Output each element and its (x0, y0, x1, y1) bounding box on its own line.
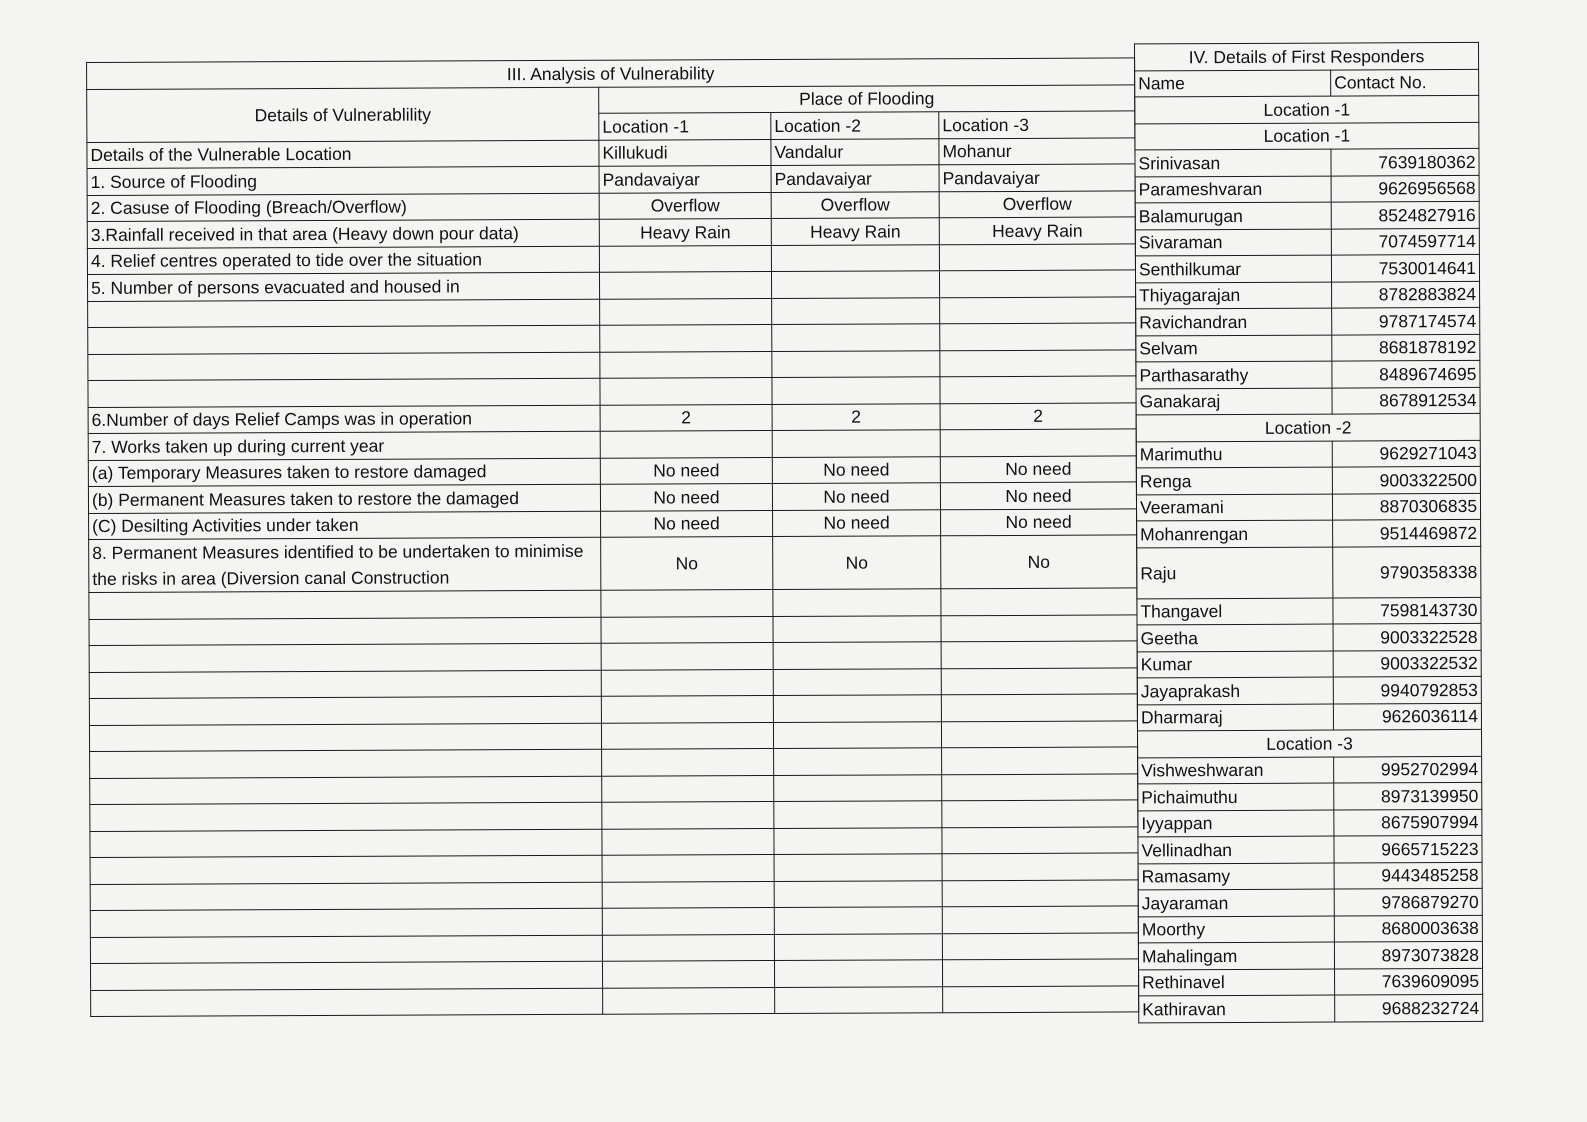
responders-title: IV. Details of First Responders (1134, 42, 1478, 70)
responder-row (1135, 201, 1479, 229)
responder-row (1139, 968, 1483, 996)
responder-contact: 8680003638 (1334, 915, 1482, 942)
responder-contact: 8973073828 (1334, 941, 1482, 968)
responder-row (1137, 623, 1481, 651)
blank-cell (601, 616, 773, 643)
blank-cell (773, 721, 941, 748)
location-3-value (940, 349, 1136, 376)
blank-cell (942, 906, 1138, 933)
responder-contact: 7074597714 (1331, 228, 1479, 255)
responder-name: Srinivasan (1135, 149, 1331, 176)
responder-name: Sivaraman (1135, 229, 1331, 256)
responder-contact: 8973139950 (1334, 782, 1482, 809)
responder-contact: 9514469872 (1333, 519, 1481, 546)
vulnerability-row-8 (89, 535, 1137, 593)
responder-name: Mahalingam (1138, 942, 1334, 969)
location-2-value (772, 324, 940, 351)
responder-row (1137, 519, 1481, 547)
location-1-value (599, 245, 771, 272)
location-group-header (1136, 413, 1480, 441)
location-2-value (772, 350, 940, 377)
blank-cell (89, 590, 601, 619)
responder-contact: 9940792853 (1333, 676, 1481, 703)
blank-cell (941, 667, 1137, 694)
location-group-label: Location -2 (1136, 413, 1480, 441)
responder-contact: 7639609095 (1335, 968, 1483, 995)
responder-contact: 9786879270 (1334, 888, 1482, 915)
responder-row (1138, 915, 1482, 943)
responder-contact: 9626036114 (1333, 703, 1481, 730)
blank-cell (774, 880, 942, 907)
location-group-header (1137, 729, 1481, 757)
blank-cell (774, 960, 942, 987)
responder-row (1135, 175, 1479, 203)
responder-row (1138, 888, 1482, 916)
location-2-value: Pandavaiyar (771, 165, 939, 192)
responder-name: Dharmaraj (1137, 704, 1333, 731)
responder-contact: 9688232724 (1335, 994, 1483, 1021)
responder-contact: 8782883824 (1332, 281, 1480, 308)
vulnerability-label: 6.Number of days Relief Camps was in operation (88, 405, 600, 434)
responder-contact: 9665715223 (1334, 835, 1482, 862)
vulnerability-label: 3.Rainfall received in that area (Heavy down pour data) (87, 219, 599, 248)
blank-cell (601, 669, 773, 696)
location-1-value (600, 431, 772, 458)
blank-cell (773, 615, 941, 642)
location-1-value (600, 298, 772, 325)
blank-cell (774, 801, 942, 828)
location-2-value (772, 377, 940, 404)
location-2-value (772, 297, 940, 324)
blank-cell (602, 961, 774, 988)
location-1-value: Overflow (599, 192, 771, 219)
responder-contact: 8678912534 (1332, 387, 1480, 414)
vulnerability-label (88, 352, 600, 381)
blank-cell (602, 828, 774, 855)
blank-cell (90, 961, 602, 990)
responder-row (1135, 148, 1479, 176)
responder-contact: 8870306835 (1332, 493, 1480, 520)
form-sheet (86, 42, 1482, 1054)
responder-row (1137, 703, 1481, 731)
location-3-value: No (941, 535, 1137, 589)
location-2-value: No need (772, 456, 940, 483)
responder-row (1138, 862, 1482, 890)
blank-cell (89, 643, 601, 672)
blank-cell (775, 986, 943, 1013)
vulnerability-label: 5. Number of persons evacuated and housed in (87, 272, 599, 301)
responder-name: Vishweshwaran (1138, 757, 1334, 784)
responder-name: Jayaraman (1138, 889, 1334, 916)
blank-cell (941, 614, 1137, 641)
blank-cell (90, 829, 602, 858)
location-3-value: No need (940, 482, 1136, 509)
blank-cell (773, 668, 941, 695)
permanent-measures-label: 8. Permanent Measures identified to be undertaken to minimise the risks in area (Diversion canal Construction (89, 537, 601, 592)
responder-name: Vellinadhan (1138, 836, 1334, 863)
responder-name: Iyyappan (1138, 810, 1334, 837)
location-2-value: Vandalur (771, 138, 939, 165)
location-3-value (940, 376, 1136, 403)
blank-cell (774, 827, 942, 854)
blank-cell (774, 854, 942, 881)
responder-row (1138, 941, 1482, 969)
location-1-value: No need (601, 510, 773, 537)
location-2-value: No (773, 536, 941, 590)
responder-row (1137, 676, 1481, 704)
location-3-value: No need (941, 508, 1137, 535)
location-group-label: Location -3 (1137, 729, 1481, 757)
blank-cell (942, 879, 1138, 906)
vulnerability-label: 2. Casuse of Flooding (Breach/Overflow) (87, 193, 599, 222)
blank-cell (942, 853, 1138, 880)
blank-cell (602, 881, 774, 908)
blank-cell (90, 802, 602, 831)
responder-contact: 8681878192 (1332, 334, 1480, 361)
location-3-value (940, 429, 1136, 456)
responder-row (1138, 835, 1482, 863)
blank-cell (773, 695, 941, 722)
location-2-value: 2 (772, 403, 940, 430)
vulnerability-label: (a) Temporary Measures taken to restore damaged (88, 458, 600, 487)
place-of-flooding-header: Place of Flooding (599, 84, 1135, 113)
location-3-value (940, 296, 1136, 323)
location-group-subheader (1135, 122, 1479, 150)
location-1-value: No need (600, 457, 772, 484)
responder-name: Ramasamy (1138, 863, 1334, 890)
location-1-value: No (601, 537, 773, 591)
responder-row (1136, 387, 1480, 415)
location-2-header: Location -2 (771, 112, 939, 139)
blank-cell (90, 855, 602, 884)
blank-cell (602, 775, 774, 802)
responder-name: Senthilkumar (1135, 255, 1331, 282)
responder-name: Rethinavel (1139, 969, 1335, 996)
vulnerability-label: (C) Desilting Activities under taken (89, 511, 601, 540)
responder-contact: 9003322528 (1333, 623, 1481, 650)
responder-name: Pichaimuthu (1138, 783, 1334, 810)
blank-cell (941, 694, 1137, 721)
location-1-value: 2 (600, 404, 772, 431)
vulnerability-label: Details of the Vulnerable Location (87, 140, 599, 169)
vulnerability-table (86, 57, 1139, 1017)
location-3-value: No need (940, 455, 1136, 482)
blank-cell (601, 722, 773, 749)
responder-row (1137, 546, 1481, 599)
location-group-header (1135, 95, 1479, 123)
responder-name: Jayaprakash (1137, 677, 1333, 704)
blank-cell (774, 774, 942, 801)
blank-cell (942, 747, 1138, 774)
responder-name: Mohanrengan (1137, 520, 1333, 547)
blank-cell (603, 987, 775, 1014)
responder-row (1135, 228, 1479, 256)
blank-cell (89, 617, 601, 646)
blank-cell (89, 696, 601, 725)
blank-cell (941, 588, 1137, 615)
blank-cell (602, 749, 774, 776)
location-1-header: Location -1 (599, 113, 771, 140)
responder-name: Veeramani (1136, 494, 1332, 521)
responder-contact: 9443485258 (1334, 862, 1482, 889)
blank-cell (942, 800, 1138, 827)
responder-row (1137, 597, 1481, 625)
location-3-value: 2 (940, 402, 1136, 429)
blank-cell (602, 908, 774, 935)
location-2-value (771, 271, 939, 298)
responder-contact: 7530014641 (1331, 254, 1479, 281)
responder-contact: 9787174574 (1332, 307, 1480, 334)
responder-contact: 9790358338 (1333, 546, 1481, 598)
responder-name: Raju (1137, 547, 1333, 599)
responder-name: Selvam (1136, 335, 1332, 362)
location-1-value: Killukudi (599, 139, 771, 166)
responder-row (1136, 334, 1480, 362)
blank-cell (601, 643, 773, 670)
location-3-value (940, 323, 1136, 350)
blank-cell (601, 696, 773, 723)
responder-contact: 9003322532 (1333, 650, 1481, 677)
blank-cell (90, 882, 602, 911)
blank-cell (774, 907, 942, 934)
location-1-value (600, 351, 772, 378)
details-header: Details of Vulnerablility (87, 87, 599, 142)
first-responders-table (1134, 42, 1483, 1023)
blank-cell (774, 933, 942, 960)
blank-cell (89, 723, 601, 752)
location-2-value: No need (772, 483, 940, 510)
responder-row (1136, 440, 1480, 468)
location-2-value: Overflow (771, 191, 939, 218)
location-3-header: Location -3 (939, 111, 1135, 138)
responder-row (1136, 307, 1480, 335)
responder-name: Parameshvaran (1135, 176, 1331, 203)
responder-name: Ganakaraj (1136, 388, 1332, 415)
responder-name: Renga (1136, 467, 1332, 494)
location-1-value: No need (600, 484, 772, 511)
responder-contact: 9629271043 (1332, 440, 1480, 467)
responder-contact: 9003322500 (1332, 466, 1480, 493)
responder-name: Geetha (1137, 624, 1333, 651)
blank-cell (602, 934, 774, 961)
responder-row (1139, 994, 1483, 1022)
responder-name: Moorthy (1138, 916, 1334, 943)
responder-name: Thangavel (1137, 598, 1333, 625)
contact-header: Contact No. (1331, 69, 1479, 96)
location-3-value (939, 243, 1135, 270)
responder-contact: 8489674695 (1332, 360, 1480, 387)
blank-cell (91, 988, 603, 1017)
responder-name: Kathiravan (1139, 995, 1335, 1022)
responder-contact: 9952702994 (1334, 756, 1482, 783)
location-1-value (600, 378, 772, 405)
responder-name: Balamurugan (1135, 202, 1331, 229)
responder-contact: 7639180362 (1331, 148, 1479, 175)
blank-cell (90, 935, 602, 964)
blank-cell (90, 749, 602, 778)
responder-name: Ravichandran (1136, 308, 1332, 335)
location-group-label: Location -1 (1135, 95, 1479, 123)
name-header: Name (1135, 70, 1331, 97)
responder-row (1136, 281, 1480, 309)
responder-name: Kumar (1137, 651, 1333, 678)
responder-contact: 7598143730 (1333, 597, 1481, 624)
location-2-value (772, 430, 940, 457)
vulnerability-label (88, 325, 600, 354)
blank-cell (601, 590, 773, 617)
blank-cell (942, 959, 1138, 986)
responder-row (1136, 493, 1480, 521)
responder-name: Thiyagarajan (1136, 282, 1332, 309)
location-3-value: Heavy Rain (939, 217, 1135, 244)
blank-cell (941, 720, 1137, 747)
blank-cell (90, 908, 602, 937)
vulnerability-label: 1. Source of Flooding (87, 166, 599, 195)
blank-cell (942, 932, 1138, 959)
blank-cell (89, 670, 601, 699)
location-1-value (600, 325, 772, 352)
location-3-value: Mohanur (939, 137, 1135, 164)
blank-cell (942, 826, 1138, 853)
responder-row (1136, 466, 1480, 494)
vulnerability-label: 7. Works taken up during current year (88, 431, 600, 460)
vulnerability-label (88, 299, 600, 328)
blank-cell (942, 773, 1138, 800)
responder-contact: 8524827916 (1331, 201, 1479, 228)
location-3-value: Overflow (939, 190, 1135, 217)
location-3-value: Pandavaiyar (939, 164, 1135, 191)
location-group-sublabel: Location -1 (1135, 122, 1479, 150)
responder-row (1135, 254, 1479, 282)
location-1-value: Pandavaiyar (599, 166, 771, 193)
blank-cell (773, 589, 941, 616)
blank-cell (602, 802, 774, 829)
blank-cell (602, 855, 774, 882)
vulnerability-label: 4. Relief centres operated to tide over the situation (87, 246, 599, 275)
blank-cell (90, 776, 602, 805)
vulnerability-title: III. Analysis of Vulnerability (87, 58, 1135, 89)
vulnerability-label (88, 378, 600, 407)
location-2-value: No need (773, 509, 941, 536)
blank-cell (941, 641, 1137, 668)
vulnerability-label: (b) Permanent Measures taken to restore the damaged (88, 484, 600, 513)
responder-contact: 8675907994 (1334, 809, 1482, 836)
location-2-value (771, 244, 939, 271)
responder-name: Parthasarathy (1136, 361, 1332, 388)
blank-cell (773, 642, 941, 669)
responder-row (1138, 782, 1482, 810)
responder-contact: 9626956568 (1331, 175, 1479, 202)
location-1-value: Heavy Rain (599, 219, 771, 246)
responder-row (1136, 360, 1480, 388)
location-3-value (939, 270, 1135, 297)
blank-row (91, 985, 1139, 1016)
location-1-value (599, 272, 771, 299)
blank-cell (943, 985, 1139, 1012)
responder-name: Marimuthu (1136, 441, 1332, 468)
blank-cell (774, 748, 942, 775)
responder-row (1138, 756, 1482, 784)
responder-row (1138, 809, 1482, 837)
location-2-value: Heavy Rain (771, 218, 939, 245)
responder-row (1137, 650, 1481, 678)
